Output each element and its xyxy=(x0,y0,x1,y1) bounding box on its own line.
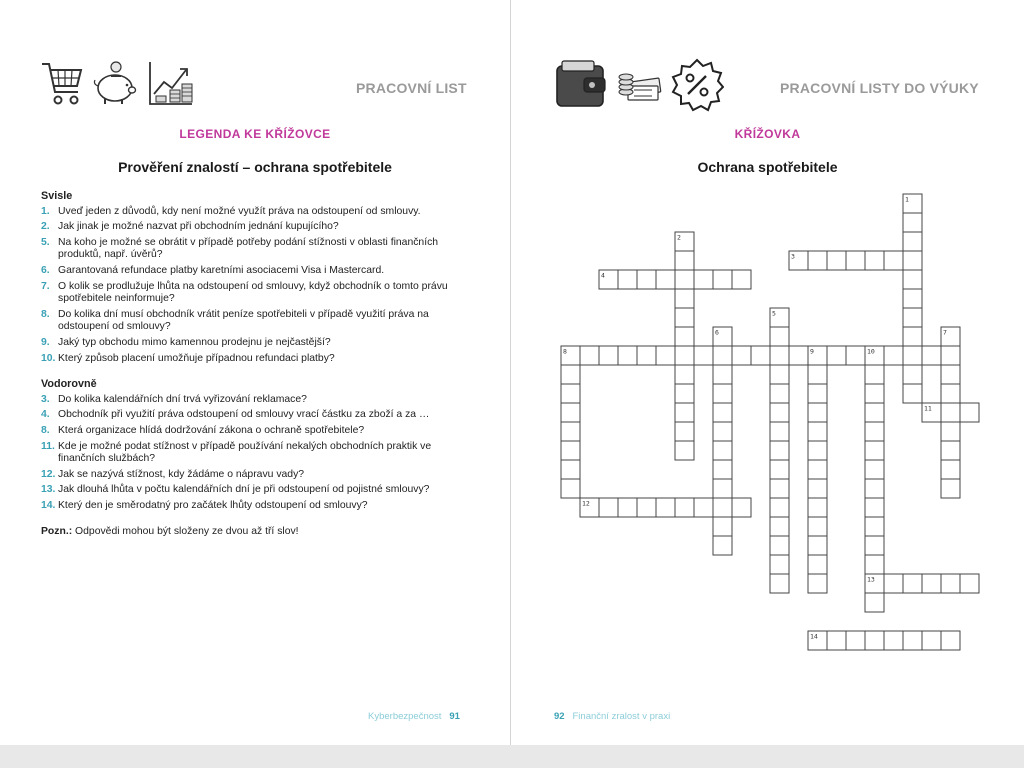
crossword-cell[interactable] xyxy=(675,422,694,441)
crossword-cell[interactable] xyxy=(675,308,694,327)
crossword-cell[interactable] xyxy=(865,631,884,650)
right-section-title: KŘÍŽOVKA xyxy=(734,127,801,141)
crossword-clue-number: 11 xyxy=(924,404,932,413)
crossword-cell[interactable] xyxy=(713,441,732,460)
crossword-cell[interactable] xyxy=(770,574,789,593)
crossword-cell[interactable] xyxy=(675,289,694,308)
crossword-cell[interactable] xyxy=(808,251,827,270)
crossword-cell[interactable] xyxy=(713,498,732,517)
crossword-cell[interactable] xyxy=(561,403,580,422)
crossword-clue-number: 10 xyxy=(867,347,875,356)
crossword-cell[interactable] xyxy=(865,403,884,422)
clue-text: Obchodník při využití práva odstoupení od smlouvy vrací částku za zboží a za … xyxy=(58,409,430,421)
crossword-cell[interactable] xyxy=(960,403,979,422)
crossword-cell[interactable] xyxy=(865,460,884,479)
crossword-cell[interactable] xyxy=(637,270,656,289)
crossword-cell[interactable] xyxy=(561,441,580,460)
clue-text: Jak jinak je možné nazvat při obchodním jednání kupujícího? xyxy=(58,221,339,233)
note-text: Odpovědi mohou být složeny ze dvou až tří slov! xyxy=(72,526,299,538)
crossword-cell[interactable] xyxy=(808,498,827,517)
crossword-clue-number: 6 xyxy=(715,328,719,337)
crossword-cell[interactable] xyxy=(808,403,827,422)
left-main-title: Prověření znalostí – ochrana spotřebitele xyxy=(118,159,392,175)
crossword-cell[interactable] xyxy=(599,498,618,517)
crossword-cell[interactable] xyxy=(941,346,960,365)
crossword-cell[interactable] xyxy=(808,441,827,460)
clue-text: Jak dlouhá lhůta v počtu kalendářních dní je při odstoupení od pojistné smlouvy? xyxy=(58,484,430,496)
crossword-cell[interactable] xyxy=(675,498,694,517)
crossword-cell[interactable] xyxy=(694,270,713,289)
left-section-title: LEGENDA KE KŘÍŽOVCE xyxy=(179,127,331,141)
crossword-cell[interactable] xyxy=(770,346,789,365)
clue-number: 10. xyxy=(41,352,56,364)
crossword-cell[interactable] xyxy=(656,346,675,365)
crossword-cell[interactable] xyxy=(561,422,580,441)
left-footer-text: Kyberbezpečnost xyxy=(368,711,442,722)
clue-text: Který způsob placení umožňuje případnou refundaci platby? xyxy=(58,352,335,364)
crossword-cell[interactable] xyxy=(865,517,884,536)
crossword-cell[interactable] xyxy=(713,460,732,479)
crossword-cell[interactable] xyxy=(960,574,979,593)
crossword-cell[interactable] xyxy=(941,631,960,650)
crossword-cell[interactable] xyxy=(865,536,884,555)
crossword-clue-number: 5 xyxy=(772,309,776,318)
crossword-cell[interactable] xyxy=(561,479,580,498)
clue-number: 8. xyxy=(41,308,50,320)
crossword-cell[interactable] xyxy=(846,346,865,365)
crossword-cell[interactable] xyxy=(903,289,922,308)
crossword-cell[interactable] xyxy=(713,479,732,498)
crossword-cell[interactable] xyxy=(770,517,789,536)
crossword-cell[interactable] xyxy=(827,346,846,365)
crossword-cell[interactable] xyxy=(808,460,827,479)
clue-number: 7. xyxy=(41,280,50,292)
crossword-cell[interactable] xyxy=(770,479,789,498)
right-footer-text: Finanční zralost v praxi xyxy=(572,711,671,722)
left-header-title: PRACOVNÍ LIST xyxy=(356,80,467,96)
crossword-cell[interactable] xyxy=(713,384,732,403)
crossword-cell[interactable] xyxy=(808,574,827,593)
crossword-cell[interactable] xyxy=(656,270,675,289)
crossword-cell[interactable] xyxy=(713,403,732,422)
clue-number: 8. xyxy=(41,424,50,436)
crossword-cell[interactable] xyxy=(903,384,922,403)
crossword-cell[interactable] xyxy=(713,536,732,555)
crossword-clue-number: 3 xyxy=(791,252,795,261)
clue-number: 3. xyxy=(41,393,50,405)
note-label: Pozn.: xyxy=(41,526,73,538)
crossword-cell[interactable] xyxy=(770,327,789,346)
crossword-cell[interactable] xyxy=(903,574,922,593)
clue-number: 13. xyxy=(41,484,56,496)
crossword-clue-number: 2 xyxy=(677,233,681,242)
crossword-cell[interactable] xyxy=(865,422,884,441)
crossword-cell[interactable] xyxy=(770,460,789,479)
crossword-cell[interactable] xyxy=(865,498,884,517)
crossword-cell[interactable] xyxy=(561,384,580,403)
crossword-cell[interactable] xyxy=(922,346,941,365)
crossword-cell[interactable] xyxy=(922,631,941,650)
clue-text: Do kolika dní musí obchodník vrátit peníze spotřebiteli v případě využití práva na odstoupení od smlouvy? xyxy=(58,308,429,333)
crossword-cell[interactable] xyxy=(865,593,884,612)
crossword-cell[interactable] xyxy=(580,346,599,365)
crossword-cell[interactable] xyxy=(675,384,694,403)
clue-text: Do kolika kalendářních dní trvá vyřizování reklamace? xyxy=(58,393,307,405)
crossword-cell[interactable] xyxy=(808,479,827,498)
left-page-number: 91 xyxy=(449,711,460,722)
crossword-cell[interactable] xyxy=(789,346,808,365)
vertical-heading: Svisle xyxy=(41,190,73,202)
crossword-cell[interactable] xyxy=(903,365,922,384)
clue-text: Která organizace hlídá dodržování zákona o ochraně spotřebitele? xyxy=(58,424,365,436)
crossword-clue-number: 7 xyxy=(943,328,947,337)
crossword-cell[interactable] xyxy=(637,498,656,517)
crossword-cell[interactable] xyxy=(770,555,789,574)
crossword-cell[interactable] xyxy=(618,346,637,365)
crossword-cell[interactable] xyxy=(884,251,903,270)
crossword-cell[interactable] xyxy=(808,365,827,384)
crossword-clue-number: 14 xyxy=(810,632,818,641)
crossword-cell[interactable] xyxy=(827,631,846,650)
crossword-cell[interactable] xyxy=(941,574,960,593)
crossword-cell[interactable] xyxy=(732,270,751,289)
crossword-cell[interactable] xyxy=(770,536,789,555)
crossword-clue-number: 1 xyxy=(905,195,909,204)
crossword-cell[interactable] xyxy=(941,441,960,460)
crossword-clue-number: 9 xyxy=(810,347,814,356)
crossword-cell[interactable] xyxy=(770,441,789,460)
crossword-cell[interactable] xyxy=(808,384,827,403)
crossword-cell[interactable] xyxy=(656,498,675,517)
clue-text: Kde je možné podat stížnost v případě používání nekalých obchodních praktik ve finančních službách? xyxy=(58,440,432,465)
clue-number: 4. xyxy=(41,409,50,421)
crossword-cell[interactable] xyxy=(713,517,732,536)
right-main-title: Ochrana spotřebitele xyxy=(697,159,838,175)
crossword-clue-number: 4 xyxy=(601,271,605,280)
page-bottom-edge xyxy=(0,745,1024,768)
crossword-cell[interactable] xyxy=(713,346,732,365)
crossword-cell[interactable] xyxy=(694,346,713,365)
crossword-cell[interactable] xyxy=(941,384,960,403)
crossword-cell[interactable] xyxy=(903,327,922,346)
clue-text: Jak se nazývá stížnost, kdy žádáme o nápravu vady? xyxy=(58,468,305,480)
crossword-cell[interactable] xyxy=(694,498,713,517)
crossword-cell[interactable] xyxy=(808,422,827,441)
crossword-cell[interactable] xyxy=(675,251,694,270)
clue-text: Garantovaná refundace platby karetními asociacemi Visa i Mastercard. xyxy=(58,264,385,276)
crossword-cell[interactable] xyxy=(713,270,732,289)
crossword-cell[interactable] xyxy=(561,460,580,479)
clue-number: 9. xyxy=(41,336,50,348)
clue-number: 2. xyxy=(41,221,50,233)
clue-number: 1. xyxy=(41,205,50,217)
crossword-cell[interactable] xyxy=(675,403,694,422)
clue-text: Který den je směrodatný pro začátek lhůty odstoupení od smlouvy? xyxy=(58,499,368,511)
crossword-cell[interactable] xyxy=(922,574,941,593)
clue-number: 11. xyxy=(41,440,55,452)
crossword-cell[interactable] xyxy=(770,365,789,384)
crossword-cell[interactable] xyxy=(865,555,884,574)
crossword-cell[interactable] xyxy=(827,251,846,270)
clue-number: 5. xyxy=(41,236,50,248)
crossword-cell[interactable] xyxy=(808,555,827,574)
crossword-cell[interactable] xyxy=(675,346,694,365)
crossword-cell[interactable] xyxy=(675,270,694,289)
crossword-cell[interactable] xyxy=(751,346,770,365)
crossword-cell[interactable] xyxy=(770,498,789,517)
crossword-cell[interactable] xyxy=(903,213,922,232)
crossword-cell[interactable] xyxy=(903,308,922,327)
crossword-cell[interactable] xyxy=(941,403,960,422)
clue-text: Na koho je možné se obrátit v případě potřeby podání stížnosti v oblasti finančních produktů, např. úvěrů? xyxy=(58,236,439,261)
clue-text: Uveď jeden z důvodů, kdy není možné využít práva na odstoupení od smlouvy. xyxy=(58,205,421,217)
crossword-cell[interactable] xyxy=(941,460,960,479)
clue-number: 14. xyxy=(41,499,56,511)
crossword-cell[interactable] xyxy=(770,403,789,422)
crossword-cell[interactable] xyxy=(618,498,637,517)
crossword-cell[interactable] xyxy=(675,441,694,460)
crossword-cell[interactable] xyxy=(770,422,789,441)
crossword-cell[interactable] xyxy=(561,365,580,384)
crossword-cell[interactable] xyxy=(865,479,884,498)
clue-number: 12. xyxy=(41,468,56,480)
crossword-cell[interactable] xyxy=(865,251,884,270)
crossword-cell[interactable] xyxy=(903,631,922,650)
clue-number: 6. xyxy=(41,264,50,276)
right-page-number: 92 xyxy=(554,711,565,722)
crossword-cell[interactable] xyxy=(865,384,884,403)
crossword-cell[interactable] xyxy=(903,251,922,270)
crossword-cell[interactable] xyxy=(903,232,922,251)
crossword-cell[interactable] xyxy=(884,631,903,650)
crossword-cell[interactable] xyxy=(732,346,751,365)
crossword-cell[interactable] xyxy=(941,422,960,441)
crossword-cell[interactable] xyxy=(865,441,884,460)
horizontal-heading: Vodorovně xyxy=(41,378,97,391)
crossword-cell[interactable] xyxy=(941,365,960,384)
crossword-clue-number: 12 xyxy=(582,499,590,508)
crossword-cell[interactable] xyxy=(846,251,865,270)
crossword-cell[interactable] xyxy=(713,365,732,384)
crossword-cell[interactable] xyxy=(808,517,827,536)
crossword-cell[interactable] xyxy=(941,479,960,498)
clue-text: O kolik se prodlužuje lhůta na odstoupení od smlouvy, když obchodník o tomto právu spotřebitele neinformuje? xyxy=(58,280,448,305)
crossword-cell[interactable] xyxy=(808,536,827,555)
crossword-cell[interactable] xyxy=(884,574,903,593)
crossword-cell[interactable] xyxy=(675,327,694,346)
crossword-cell[interactable] xyxy=(865,365,884,384)
crossword-cell[interactable] xyxy=(675,365,694,384)
crossword-cell[interactable] xyxy=(903,270,922,289)
crossword-cell[interactable] xyxy=(884,346,903,365)
right-header-title: PRACOVNÍ LISTY DO VÝUKY xyxy=(780,80,979,96)
crossword-cell[interactable] xyxy=(713,422,732,441)
crossword-cell[interactable] xyxy=(599,346,618,365)
crossword-cell[interactable] xyxy=(637,346,656,365)
crossword-clue-number: 8 xyxy=(563,347,567,356)
crossword-cell[interactable] xyxy=(770,384,789,403)
crossword-cell[interactable] xyxy=(903,346,922,365)
crossword-cell[interactable] xyxy=(618,270,637,289)
crossword-cell[interactable] xyxy=(732,498,751,517)
clue-text: Jaký typ obchodu mimo kamennou prodejnu je nejčastější? xyxy=(58,336,331,348)
crossword-clue-number: 13 xyxy=(867,575,875,584)
crossword-cell[interactable] xyxy=(846,631,865,650)
